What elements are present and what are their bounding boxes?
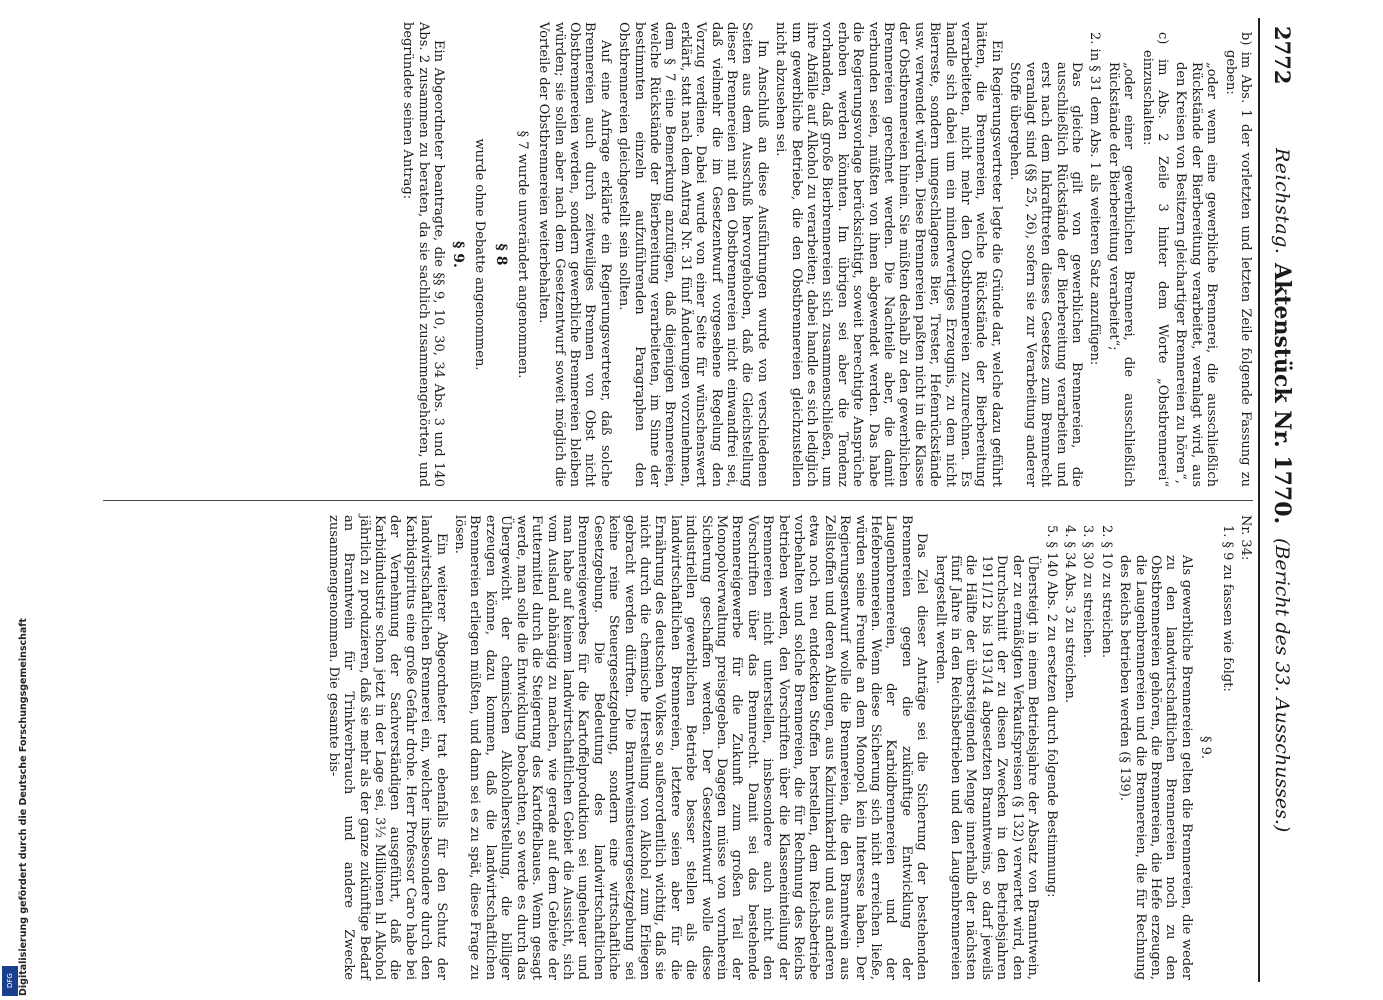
page-number: 2772 xyxy=(1270,26,1295,85)
para-block: Das Ziel dieser Anträge sei die Sicherung der bestehenden Brennereien gegen die zukünftige Entwicklung der Laugenbrennereien, der Karbidbrennereien und der Hefebrennereien. Wenn diese Sicherung sich nicht erreichen ließe, würden seine Freunde an dem Monopol kein Interesse haben. Der Regierungsentwurf wolle die Brennereien, die den Branntwein aus Zellstoffen und deren Ablaugen, aus Kalziumkarbid und aus anderen etwa noch neu entdeckten Stoffen herstellen, dem Reichsbetriebe vorbehalten und solche Brennereien, die für Rechnung des Reichs betrieben werden, den Vorschriften über die Klasseneinteilung der Brennereien nicht unterstellen, insbesondere auch nicht den Vorschriften über das Brennrecht. Damit sei das bestehende Brennereigewerbe für die Zukunft zum großen Teil der Monopolverwaltung preisgegeben. Dagegen müsse von vornherein Sicherung geschaffen werden. Der Gesetzentwurf wolle diese industriellen gewerblichen Betriebe besser stellen als die landwirtschaftlichen Brennereien, letztere seien aber für die Ernährung des deutschen Volkes so außerordentlich wichtig, daß sie nicht durch die chemische Herstellung von Alkohol zum Erliegen gebracht werden dürften. Die Branntweinsteuergesetzgebung sei keine reine Steuergesetzgebung, sondern eine wirtschaftliche Gesetzgebung. Die Bedeutung des landwirtschaftlichen Brennereigewerbes für die Kartoffelproduktion sei ungeheuer und man habe auf keinem landwirtschaftlichen Gebiet die Aussicht, sich vom Ausland abhängig zu machen, wie gerade auf dem Gebiete der Futtermittel durch die Steigerung des Kartoffelbaues. Wenn gesagt werde, man solle die Entwicklung beobachten, so werde es durch das Übergewicht der chemischen Alkoholherstellung, die billiger erzeugen könne, dazu kommen, daß die landwirtschaftlichen Brennereien erliegen müßten, und dann sei es zu spät, diese Frage zu lösen. xyxy=(452,515,930,980)
column-separator xyxy=(103,500,1253,501)
item-block: 3. § 30 zu streichen. xyxy=(1080,525,1096,659)
header-rule xyxy=(1258,18,1260,982)
para-block: Ein Regierungsvertreter legte die Gründe dar, welche dazu geführt hätten, die Brennereien, welche Rückstände der Bierbereitung verarbeiteten, nicht mehr den Obstbrennereien zuzurechnen. Es handle sich dabei um ein minderwertiges Erzeugnis, zu dem nicht Bierreste, sondern umgeschlagenes Bier, Trester, Hefenrückstände usw. verwendet würden. Diese Brennereien paßten nicht in die Klasse der Obstbrennereien hinein. Sie müßten deshalb zu den gewerblichen Brennereien gerechnet werden. Die Nachteile aber, die damit verbunden seien, müßten von ihnen abgewendet werden. Das habe die Regierungsvorlage berücksichtigt, soweit berechtigte Ansprüche erhoben werden könnten. Im übrigen sei aber die Tendenz vorhanden, daß große Bierbrennereien sich zusammenschließen, um ihre Abfälle auf Alkohol zu verarbeiten; dabei handle es sich lediglich um gewerbliche Betriebe, die den Obstbrennereien gleichzustellen nicht abzusehen sei. xyxy=(773,22,1004,487)
dfg-logo: DFG xyxy=(2,966,18,996)
center-block: wurde ohne Debatte angenommen. xyxy=(471,138,487,371)
item-block: 5. § 140 Abs. 2 zu ersetzen durch folgende Bestimmung: xyxy=(1043,525,1059,898)
para-block: Ein Abgeordneter beantragte, die §§ 9, 10, 30, 34 Abs. 3 und 140 Abs. 2 zusammen zu beraten, da sie sachlich zusammengehörten, und begründete seinen Antrag: xyxy=(400,22,447,487)
item-block: 1. § 9 zu fassen wie folgt: xyxy=(1219,525,1235,692)
section-heading: § 9. xyxy=(450,241,467,268)
section-heading: § 8 xyxy=(493,243,510,266)
page-header xyxy=(1261,18,1301,982)
item-block: b) im Abs. 1 der vorletzten und letzten Zeile folgende Fassung zu geben: xyxy=(1222,32,1253,487)
document-page xyxy=(90,0,1315,1000)
item-block: 2. in § 31 dem Abs. 1 als weiteren Satz anzufügen: xyxy=(1087,32,1103,366)
item-block: c) im Abs. 2 Zeile 3 hinter dem Worte „Obstbrennerei“ einzuschalten: xyxy=(1139,32,1170,487)
quote-block: „oder wenn eine gewerbliche Brennerei, die ausschließlich Rückstände der Bierbereitung verarbeitet, veranlagt wird, aus den Kreisen von Besitzern gleichartiger Brennereien zu hören“, xyxy=(1173,62,1220,487)
header-aktenstueck: Aktenstück Nr. 1770. xyxy=(1269,263,1295,525)
para-block: Im Anschluß an diese Ausführungen wurde von verschiedenen Seiten aus dem Ausschuß hervorgehoben, daß die Gleichstellung dieser Brennereien mit den Obstbrennereien nicht einwandfrei sei, daß vielmehr die im Gesetzentwurf vorgesehene Regelung den Vorzug verdiene. Dabei wurde von einer Seite für wünschenswert erklärt, statt nach dem Antrag Nr. 31 fünf Änderungen vorzunehmen, dem § 7 eine Bemerkung anzufügen, daß diejenigen Brennereien, welche Rückstände der Bierbereitung verarbeiteten, im Sinne der bestimmten einzeln aufzuführenden Paragraphen den Obstbrennereien gleichgestellt sein sollten. xyxy=(616,22,770,487)
item-block: 4. § 34 Abs. 3 zu streichen. xyxy=(1061,525,1077,704)
plain-block: Nr. 34: xyxy=(1238,515,1253,561)
footer-credit: Digitalisierung gefördert durch die Deutsche Forschungsgemeinschaft xyxy=(18,618,29,996)
para-block: Ein weiterer Abgeordneter trat ebenfalls für den Schutz der landwirtschaftlichen Brennerei ein, welcher insbesondere durch den Karbidspiritus eine große Gefahr drohe. Herr Professor Caro habe bei der Vernehmung der Sachverständigen ausgeführt, daß die Karbidindustrie schon jetzt in der Lage sei, 3½ Millionen hl Alkohol jährlich zu produzieren, daß sie mehr als der ganze zukünftige Bedarf an Branntwein für Trinkverbrauch und andere Zwecke zusammengenommen. Die gesamte bis- xyxy=(325,515,449,980)
header-bericht: (Bericht des 33. Ausschusses.) xyxy=(1271,538,1293,833)
left-column xyxy=(397,22,1253,487)
right-column xyxy=(322,515,1253,980)
quote-block: Als gewerbliche Brennereien gelten die Brennereien, die weder zu den landwirtschaftlichen Brennereien noch zu den Obstbrennereien gehören, die Brennereien, die Hefe erzeugen, die Laugenbrennereien und die Brennereien, die für Rechnung des Reichs betrieben werden (§ 139). xyxy=(1117,555,1194,980)
header-reichstag: Reichstag. xyxy=(1271,148,1293,255)
quote-block: Übersteigt in einem Betriebsjahre der Absatz von Branntwein, der zu ermäßigten Verkaufspreisen (§ 132) verwertet wird, den Durchschnitt der zu diesen Zwecken in den Betriebsjahren 1911/12 bis 1913/14 abgesetzten Branntweins, so darf jeweils die Hälfte der übersteigenden Menge innerhalb der nächsten fünf Jahre in den Reichsbetrieben und den Laugenbrennereien hergestellt werden. xyxy=(932,555,1041,980)
sectplain-block: § 9. xyxy=(1198,735,1214,760)
center-block: § 7 wurde unverändert angenommen. xyxy=(514,130,530,379)
quote-block: „oder einer gewerblichen Brennerei, die ausschließlich Rückstände der Bierbereitung verarbeitet“; xyxy=(1105,62,1137,487)
para-block: Auf eine Anfrage erklärte ein Regierungsvertreter, daß solche Brennereien auch durch zeitweiliges Brennen von Obst nicht Obstbrennereien werden, sondern gewerbliche Brennereien bleiben würden; sie sollen aber nach dem Gesetzentwurf soweit möglich die Vorteile der Obstbrennereien weiterbehalten. xyxy=(536,22,613,487)
quote-block: Das gleiche gilt von gewerblichen Brennereien, die ausschließlich Rückstände der Bierbereitung verarbeiten und erst nach dem Inkrafttreten dieses Gesetzes zum Brennrecht veranlagt sind (§§ 25, 26), sofern sie zur Verarbeitung anderer Stoffe übergehen. xyxy=(1007,62,1084,487)
item-block: 2. § 10 zu streichen. xyxy=(1098,525,1114,659)
